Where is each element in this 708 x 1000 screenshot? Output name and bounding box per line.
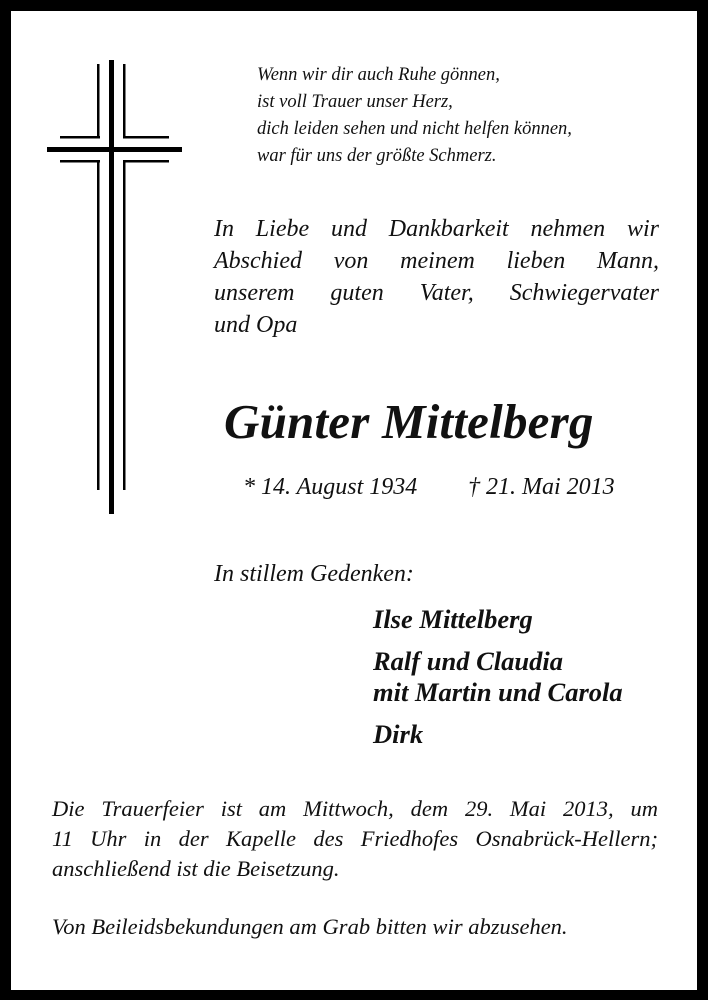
- poem-line: dich leiden sehen und nicht helfen können,: [257, 119, 572, 139]
- intro-line: Abschied von meinem lieben Mann,: [214, 248, 659, 274]
- death-date: † 21. Mai 2013: [468, 474, 615, 500]
- birth-date: * 14. August 1934: [243, 474, 418, 500]
- poem: [257, 62, 677, 170]
- intro-line: In Liebe und Dankbarkeit nehmen wir: [214, 216, 659, 242]
- poem-line: war für uns der größte Schmerz.: [257, 146, 497, 166]
- mourner-name: Ilse Mittelberg: [373, 604, 533, 634]
- poem-line: Wenn wir dir auch Ruhe gönnen,: [257, 65, 500, 85]
- service-line: 11 Uhr in der Kapelle des Friedhofes Osnabrück-Hellern;: [52, 826, 658, 851]
- service-info: [52, 794, 658, 884]
- intro-text: [214, 213, 659, 341]
- mourners-list: [373, 604, 623, 750]
- service-line: anschließend ist die Beisetzung.: [52, 856, 340, 881]
- condolence-note: Von Beileidsbekundungen am Grab bitten wir abzusehen.: [52, 914, 568, 939]
- poem-line: ist voll Trauer unser Herz,: [257, 92, 453, 112]
- memorial-heading: In stillem Gedenken:: [214, 561, 414, 587]
- mourner-name: mit Martin und Carola: [373, 677, 623, 707]
- mourner-name: Dirk: [373, 719, 424, 749]
- deceased-name: Günter Mittelberg: [224, 394, 594, 449]
- service-line: Die Trauerfeier ist am Mittwoch, dem 29. Mai 2013, um: [52, 796, 658, 821]
- mourner-name: Ralf und Claudia: [373, 646, 563, 676]
- intro-line: unserem guten Vater, Schwiegervater: [214, 280, 659, 306]
- intro-line: und Opa: [214, 312, 298, 338]
